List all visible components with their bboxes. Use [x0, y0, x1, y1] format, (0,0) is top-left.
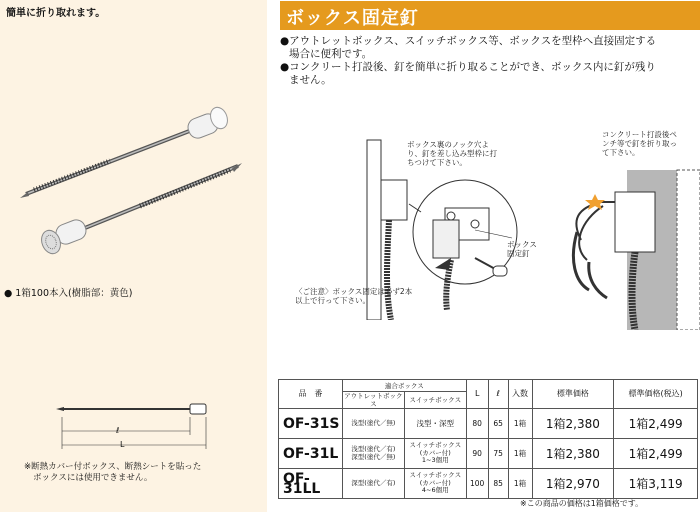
cell-qty: 1箱 [508, 469, 532, 499]
cell-l: 75 [488, 439, 508, 469]
cell-model: OF-31L [279, 439, 343, 469]
cell-qty: 1箱 [508, 439, 532, 469]
dim-l-label: ℓ [116, 426, 120, 435]
header-model: 品 番 [279, 380, 343, 409]
title-bar [280, 1, 700, 30]
header-outlet: アウトレットボックス [344, 392, 403, 408]
header-switch: スイッチボックス [404, 392, 466, 409]
feature2-line1: ●コンクリート打設後、釘を簡単に折り取ることができ、ボックス内に釘が残り [280, 61, 656, 73]
dim-L-label: L [120, 440, 125, 449]
left-panel [0, 0, 267, 512]
caption-text: 簡単に折り取れます。 [6, 8, 106, 19]
cell-l: 85 [488, 469, 508, 499]
diagram-note-knock: ボックス裏のノック穴よ り、釘を差し込み型枠に打 ちつけて下さい。 [407, 140, 497, 167]
page-title: ボックス固定釘 [286, 8, 419, 29]
cell-price-tax: 1箱3,119 [614, 469, 698, 499]
diagram-label-nail: ボックス 固定釘 [507, 240, 537, 258]
spec-table [278, 379, 698, 499]
header-L: L [466, 380, 488, 409]
header-price-tax: 標準価格(税込) [614, 380, 698, 409]
cell-outlet: 深型(塗代／有) [342, 469, 404, 499]
header-qty: 入数 [508, 380, 532, 409]
dimension-drawing [40, 395, 220, 455]
cell-switch: スイッチボックス (カバー付) 1~3個用 [404, 439, 466, 469]
cell-model: OF-31LL [279, 469, 343, 499]
cell-L: 100 [466, 469, 488, 499]
cell-model: OF-31S [279, 409, 343, 439]
concrete-wall [627, 150, 677, 330]
cell-outlet: 浅型(塗代／有) 深型(塗代／無) [342, 439, 404, 469]
cell-price-tax: 1箱2,499 [614, 439, 698, 469]
cell-l: 65 [488, 409, 508, 439]
table-row [279, 439, 698, 469]
note-line1: ※断熱カバー付ボックス、断熱シートを貼った [24, 462, 202, 472]
feature1-line1: ●アウトレットボックス、スイッチボックス等、ボックスを型枠へ直接固定する [280, 35, 657, 47]
cell-price: 1箱2,380 [532, 439, 614, 469]
cell-qty: 1箱 [508, 409, 532, 439]
cell-L: 80 [466, 409, 488, 439]
nail-upper [20, 105, 230, 198]
diagram-note-pliers: コンクリート打設後ペ ンチ等で釘を折り取っ て下さい。 [602, 130, 677, 157]
product-photo [20, 100, 250, 260]
table-row [279, 469, 698, 499]
header-l: ℓ [488, 380, 508, 409]
header-box: 適合ボックス [342, 380, 466, 392]
cell-L: 90 [466, 439, 488, 469]
table-footnote: ※この商品の価格は1箱価格です。 [520, 499, 644, 508]
cell-price-tax: 1箱2,499 [614, 409, 698, 439]
cell-price: 1箱2,380 [532, 409, 614, 439]
cell-outlet: 浅型(塗代／無) [342, 409, 404, 439]
package-info: ● 1箱100本入(樹脂部：黄色) [4, 288, 133, 299]
cell-switch: スイッチボックス (カバー付) 4~6個用 [404, 469, 466, 499]
feature2-line2: ません。 [289, 74, 332, 86]
header-price: 標準価格 [532, 380, 614, 409]
caution-note: 〈ご注意〉ボックス固定は必ず2本 以上で行って下さい。 [295, 287, 413, 305]
note-line2: ボックスには使用できません。 [33, 473, 153, 483]
feature1-line2: 場合に便利です。 [289, 48, 373, 60]
table-row [279, 409, 698, 439]
table-header-row [279, 380, 698, 392]
cell-switch: 浅型・深型 [404, 409, 466, 439]
cell-price: 1箱2,970 [532, 469, 614, 499]
